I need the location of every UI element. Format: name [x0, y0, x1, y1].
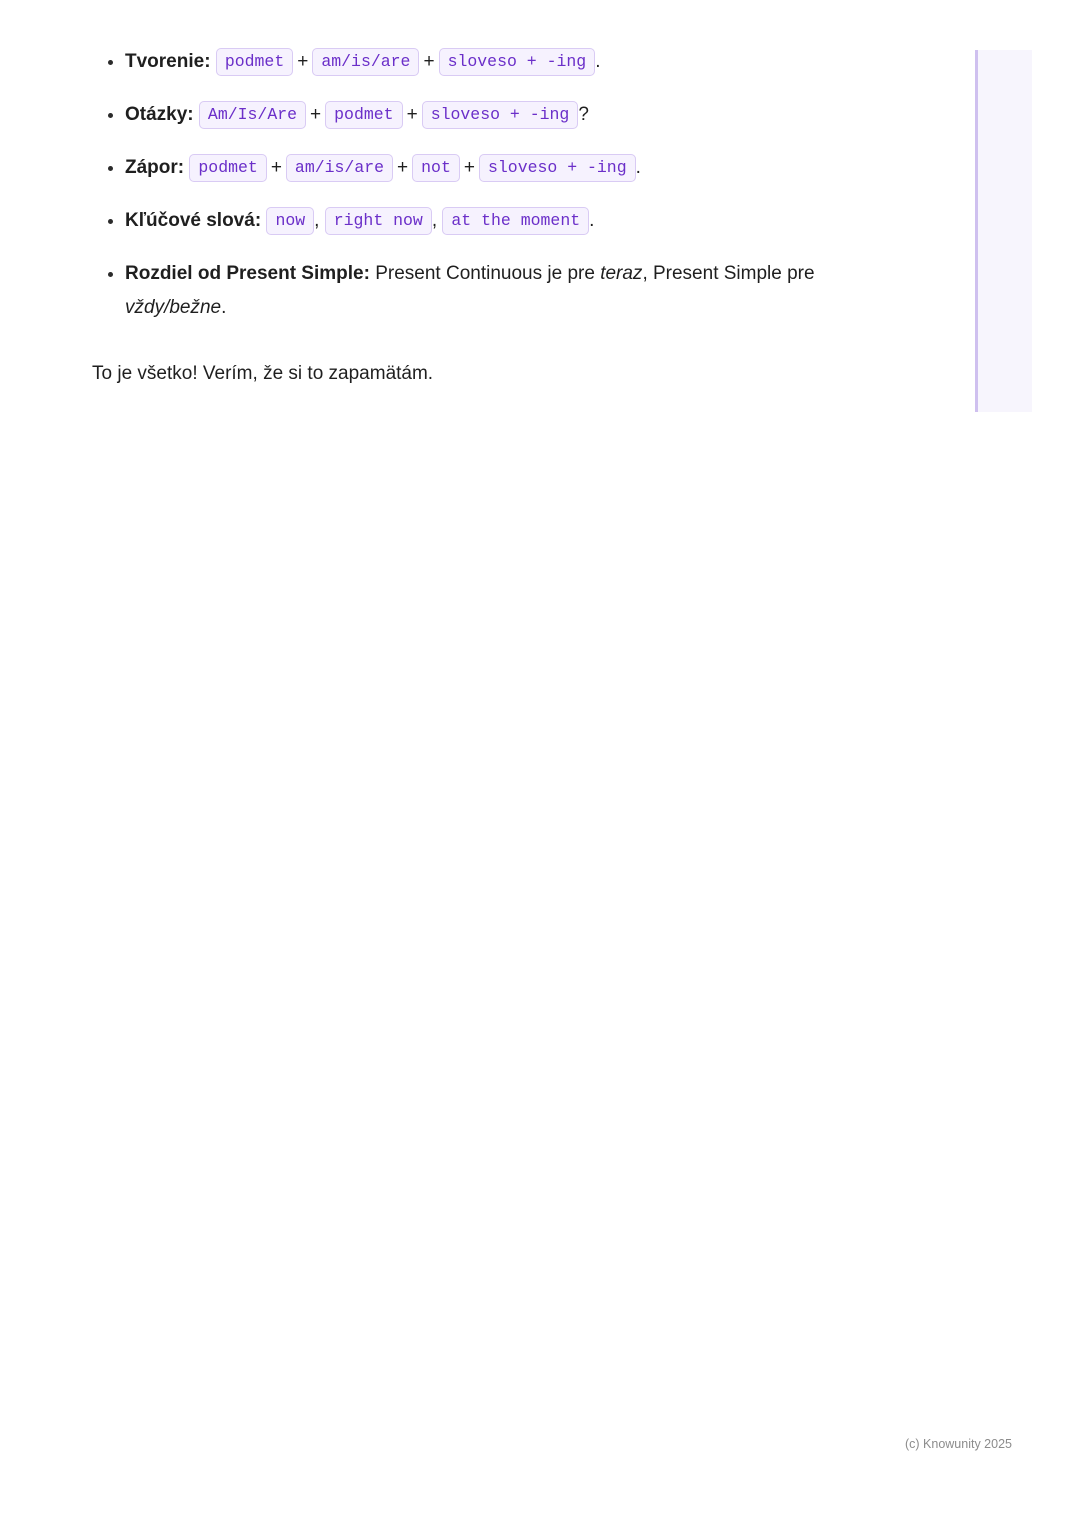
- emphasis-text: vždy/bežne: [125, 297, 222, 318]
- code-chip: right now: [325, 207, 432, 235]
- separator: ,: [314, 210, 320, 231]
- code-chip: sloveso + -ing: [439, 48, 596, 76]
- separator: +: [270, 157, 282, 178]
- separator: +: [406, 104, 418, 125]
- separator: +: [397, 157, 409, 178]
- separator: +: [423, 51, 435, 72]
- code-chip: am/is/are: [286, 154, 393, 182]
- code-chip: podmet: [325, 101, 402, 129]
- list-item: [125, 203, 882, 238]
- separator: ,: [431, 210, 438, 231]
- footer-copyright: (c) Knowunity 2025: [904, 1437, 1012, 1451]
- emphasis-text: teraz: [600, 263, 643, 284]
- bullet-tail: .: [635, 157, 641, 178]
- code-chip: Am/Is/Are: [199, 101, 306, 129]
- code-chip: now: [266, 207, 314, 235]
- code-chip: sloveso + -ing: [422, 101, 579, 129]
- code-chip: not: [412, 154, 460, 182]
- bullet-text: , Present Simple pre: [642, 263, 815, 284]
- list-item: [125, 150, 882, 185]
- document-content: [92, 44, 882, 389]
- separator: +: [310, 104, 322, 125]
- list-item: [125, 44, 882, 79]
- separator: +: [463, 157, 475, 178]
- bullet-tail: ?: [578, 104, 589, 125]
- bullet-label: Kľúčové slová:: [125, 210, 262, 231]
- code-chip: podmet: [216, 48, 293, 76]
- list-item: [125, 97, 882, 132]
- code-chip: sloveso + -ing: [479, 154, 636, 182]
- bullet-label: Zápor:: [125, 157, 185, 178]
- summary-bullet-list: [92, 44, 882, 325]
- bullet-text: Present Continuous je pre: [375, 263, 595, 284]
- bullet-label: Rozdiel od Present Simple:: [125, 263, 370, 284]
- list-item: [125, 256, 882, 325]
- right-side-panel: [975, 50, 1032, 412]
- bullet-tail: .: [589, 210, 595, 231]
- bullet-label: Tvorenie:: [125, 51, 211, 72]
- bullet-tail: .: [595, 51, 601, 72]
- code-chip: podmet: [189, 154, 266, 182]
- right-side-accent-bar: [975, 50, 978, 412]
- bullet-tail: .: [221, 297, 227, 318]
- bullet-label: Otázky:: [125, 104, 194, 125]
- separator: +: [297, 51, 309, 72]
- closing-paragraph: To je všetko! Verím, že si to zapamätám.: [92, 363, 434, 384]
- code-chip: at the moment: [442, 207, 589, 235]
- code-chip: am/is/are: [312, 48, 419, 76]
